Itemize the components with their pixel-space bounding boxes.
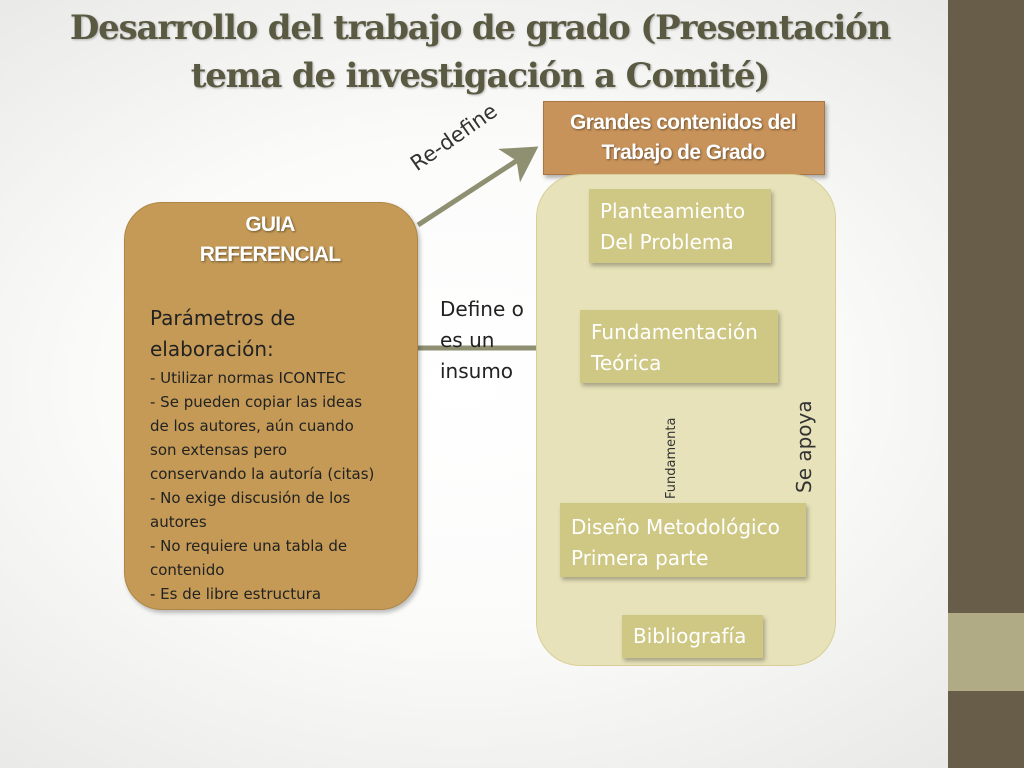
planteamiento-box bbox=[589, 189, 771, 263]
define-line3: insumo bbox=[440, 359, 514, 383]
slide-title-line1: Desarrollo del trabajo de grado (Presentación bbox=[69, 8, 891, 48]
guia-params-line2: elaboración: bbox=[150, 337, 274, 361]
guia-list-item: - Se pueden copiar las ideas bbox=[150, 393, 363, 411]
define-line2: es un bbox=[440, 328, 495, 352]
guia-title-line1: GUIA bbox=[245, 213, 295, 236]
guia-title-line2: REFERENCIAL bbox=[199, 243, 341, 266]
fundamenta-label: Fundamenta bbox=[664, 417, 679, 499]
redefine-label: Re-define bbox=[406, 98, 502, 176]
grandes-title-line1: Grandes contenidos del bbox=[569, 111, 796, 134]
guia-list-item: conservando la autoría (citas) bbox=[150, 465, 375, 483]
guia-list-item: - No exige discusión de los bbox=[150, 489, 351, 507]
grandes-contenidos-title bbox=[543, 108, 823, 168]
fundamentacion-box bbox=[580, 310, 778, 383]
guia-params-list bbox=[150, 366, 400, 606]
guia-referencial-title bbox=[124, 210, 416, 270]
se-apoya-label: Se apoya bbox=[792, 400, 816, 493]
guia-list-item: - No requiere una tabla de bbox=[150, 537, 348, 555]
fundamentacion-line2: Teórica bbox=[591, 351, 662, 375]
bibliografia-box bbox=[622, 615, 763, 658]
grandes-title-line2: Trabajo de Grado bbox=[601, 141, 765, 164]
define-label bbox=[440, 294, 540, 387]
bibliografia-label: Bibliografía bbox=[633, 624, 747, 648]
planteamiento-line1: Planteamiento bbox=[600, 199, 746, 223]
guia-list-item: son extensas pero bbox=[150, 441, 288, 459]
diseno-line1: Diseño Metodológico bbox=[571, 515, 780, 539]
slide-title-line2: tema de investigación a Comité) bbox=[190, 56, 770, 96]
guia-list-item: de los autores, aún cuando bbox=[150, 417, 354, 435]
fundamentacion-line1: Fundamentación bbox=[591, 320, 758, 344]
define-line1: Define o bbox=[440, 297, 524, 321]
guia-list-item: autores bbox=[150, 513, 207, 531]
guia-list-item: contenido bbox=[150, 561, 225, 579]
diseno-box bbox=[560, 503, 806, 577]
planteamiento-line2: Del Problema bbox=[600, 230, 734, 254]
guia-list-item: - Es de libre estructura bbox=[150, 585, 322, 603]
guia-params-line1: Parámetros de bbox=[150, 306, 296, 330]
diseno-line2: Primera parte bbox=[571, 546, 709, 570]
guia-list-item: - Utilizar normas ICONTEC bbox=[150, 369, 346, 387]
guia-params-heading bbox=[150, 303, 400, 365]
